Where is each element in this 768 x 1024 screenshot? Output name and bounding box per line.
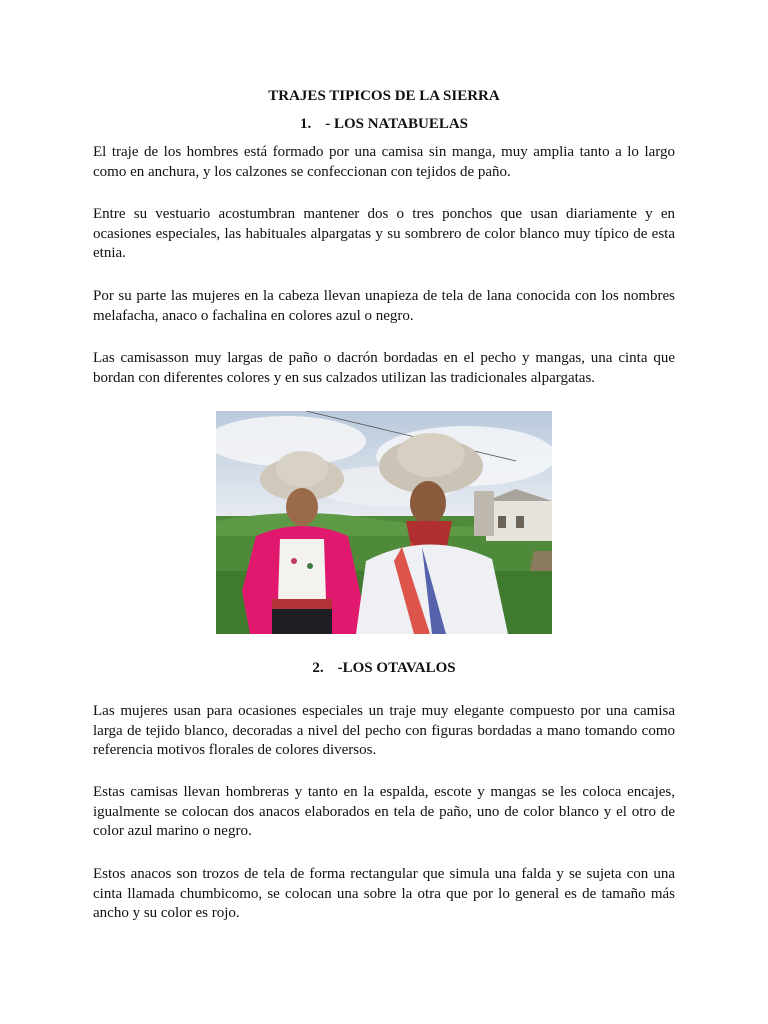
- paragraph: El traje de los hombres está formado por una camisa sin manga, muy amplia tanto a lo largo como en anchura, y los calzones se confeccionan con tejidos de paño.: [93, 144, 675, 180]
- section-1-heading: [0, 115, 768, 133]
- paragraph: Por su parte las mujeres en la cabeza llevan unapieza de tela de lana conocida con los nombres melafacha, anaco o fachalina en colores azul o negro.: [93, 288, 675, 324]
- paragraph: Entre su vestuario acostumbran mantener dos o tres ponchos que usan diariamente y en ocasiones especiales, las habituales alpargatas y su sombrero de color blanco muy típico de esta etnia.: [93, 206, 675, 261]
- section-1-title: - LOS NATABUELAS: [325, 116, 469, 132]
- paragraph: Estos anacos son trozos de tela de forma rectangular que simula una falda y se sujeta con una cinta llamada chumbicomo, se colocan una sobre la otra que por lo general es de tamaño más ancho y su color es rojo.: [93, 866, 675, 921]
- document-title: TRAJES TIPICOS DE LA SIERRA: [268, 88, 500, 104]
- section-2-title: -LOS OTAVALOS: [337, 660, 456, 676]
- section-2-heading: [0, 659, 768, 677]
- paragraph: Las camisasson muy largas de paño o dacrón bordadas en el pecho y mangas, una cinta que bordan con diferentes colores y en sus calzados utilizan las tradicionales alpargatas.: [93, 350, 675, 386]
- photo-natabuelas-couple: [216, 411, 552, 634]
- section-1-number: 1.: [299, 116, 312, 132]
- paragraph: Estas camisas llevan hombreras y tanto en la espalda, escote y mangas se les coloca encajes, igualmente se colocan dos anacos elaborados en tela de paño, uno de color blanco y el otro de color azul marino o negro.: [93, 784, 675, 839]
- section-2-number: 2.: [312, 660, 324, 676]
- paragraph: Las mujeres usan para ocasiones especiales un traje muy elegante compuesto por una camisa larga de tejido blanco, decoradas a nivel del pecho con figuras bordadas a mano tomando como referencia motivos florales de colores diversos.: [93, 703, 675, 758]
